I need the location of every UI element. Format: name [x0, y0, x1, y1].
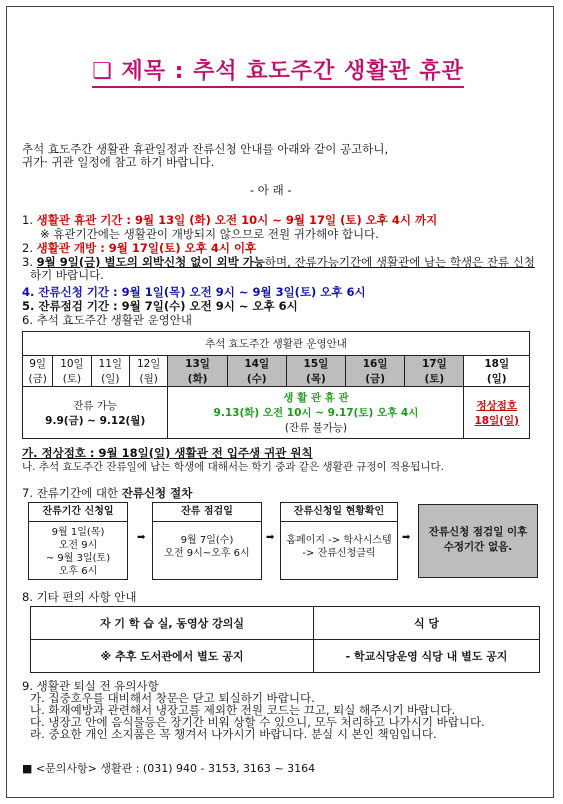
- item-3: 3. 9월 9일(금) 별도의 외박신청 없이 외박 가능하며, 잔류가능기간에 생활관에 남는 학생은 잔류 신청: [22, 255, 535, 269]
- calendar-day-weekday: (금): [28, 373, 47, 385]
- calendar-day-weekday: (월): [139, 373, 158, 385]
- item-3-cont: 하기 바랍니다.: [30, 268, 104, 282]
- calendar-day-weekday: (토): [62, 373, 82, 385]
- calendar-day-cell: [464, 356, 530, 387]
- calendar-day-date: 16일: [362, 358, 388, 370]
- flow-step-check: 잔류 점검일 9월 7일(수) 오전 9시~오후 6시: [152, 502, 262, 580]
- cafeteria-header: 식 당: [314, 607, 540, 640]
- item-2: 2. 생활관 개방 : 9월 17일(토) 오후 4시 이후: [22, 241, 257, 255]
- flow-arrow-icon: ➡: [137, 532, 146, 543]
- flow-step-apply: 잔류기간 신청일 9월 1일(목) 오전 9시 ~ 9월 3일(토) 오후 6시: [28, 502, 128, 580]
- item-6: 6. 추석 효도주간 생활관 운영안내: [22, 313, 193, 327]
- calendar-day-date: 9일: [29, 358, 47, 370]
- calendar-day-date: 11일: [98, 358, 123, 370]
- item-1-note: ※ 휴관기간에는 생활관이 개방되지 않으므로 전원 귀가해야 합니다.: [40, 227, 379, 241]
- roll-call-cell: 정상점호 18일(일): [464, 387, 530, 439]
- calendar-day-cell: [53, 356, 91, 387]
- calendar-day-cell: [168, 356, 227, 387]
- caution-da: 다. 냉장고 안에 음식물등은 장기간 비워 상할 수 있으니, 모두 처리하고 나가시기 바랍니다.: [30, 715, 485, 729]
- section-8-heading: 8. 기타 편의 사항 안내: [22, 590, 137, 604]
- page-title: ❏ 제목 : 추석 효도주간 생활관 휴관: [58, 52, 498, 92]
- flow-step-no-edit: 잔류신청 점검일 이후 수정기간 없음.: [418, 504, 538, 578]
- section-9-heading: 9. 생활관 퇴실 전 유의사항: [22, 679, 159, 693]
- calendar-day-cell: [286, 356, 345, 387]
- calendar-day-cell: [227, 356, 286, 387]
- section-7-heading: 7. 잔류기간에 대한 잔류신청 절차: [22, 486, 193, 500]
- item-4: 4. 잔류신청 기간 : 9월 1일(목) 오전 9시 ~ 9월 3일(토) 오후 6시: [22, 285, 366, 299]
- square-bullet-icon: ■: [22, 762, 33, 775]
- title-marker-icon: ❏: [92, 59, 113, 84]
- flow-arrow-icon: ➡: [402, 532, 411, 543]
- ara-heading: - 아 래 -: [250, 183, 292, 197]
- intro-line-2: 귀가· 귀관 일정에 참고 하기 바랍니다.: [22, 155, 215, 169]
- calendar-day-date: 10일: [60, 358, 84, 370]
- note-na: 나. 추석 효도주간 잔류일에 남는 학생에 대해서는 학기 중과 같은 생활관 규정이 적용됩니다.: [22, 461, 445, 473]
- flow-arrow-icon: ➡: [266, 532, 275, 543]
- calendar-day-weekday: (토): [424, 373, 445, 385]
- calendar-day-cell: [129, 356, 167, 387]
- caution-ra: 라. 중요한 개인 소지품은 꼭 챙겨서 나가시기 바랍니다. 분실 시 본인 책임입니다.: [30, 727, 437, 741]
- calendar-day-weekday: (일): [101, 373, 120, 385]
- operation-calendar-table: [22, 331, 530, 439]
- calendar-day-weekday: (화): [187, 373, 208, 385]
- calendar-day-date: 15일: [303, 358, 329, 370]
- contact-info: ■ <문의사항> 생활관 : (031) 940 - 3153, 3163 ~ 3164: [22, 762, 316, 775]
- intro-line-1: 추석 효도주간 생활관 휴관일정과 잔류신청 안내를 아래와 같이 공고하니,: [22, 142, 389, 156]
- calendar-day-date: 13일: [185, 358, 210, 370]
- study-room-header: 자 기 학 습 실, 동영상 강의실: [31, 607, 314, 640]
- calendar-day-weekday: (목): [306, 373, 326, 385]
- study-room-info: ※ 추후 도서관에서 별도 공지: [31, 640, 314, 673]
- calendar-day-date: 18일: [484, 358, 510, 370]
- calendar-day-date: 17일: [421, 358, 447, 370]
- stay-cell: 잔류 가능 9.9(금) ~ 9.12(월): [23, 387, 168, 439]
- calendar-day-cell: [346, 356, 405, 387]
- calendar-header: 추석 효도주간 생활관 운영안내: [23, 332, 530, 356]
- closed-cell: 생 활 관 휴 관 9.13(화) 오전 10시 ~ 9.17(토) 오후 4시 (잔류 불가능): [168, 387, 464, 439]
- facilities-table: [30, 606, 540, 673]
- flow-step-status: 잔류신청일 현황확인 홈페이지 -> 학사시스템 -> 잔류신청클릭: [280, 502, 398, 580]
- item-1: 1. 생활관 휴관 기간 : 9월 13일 (화) 오전 10시 ~ 9월 17일 (토) 오후 4시 까지: [22, 213, 438, 227]
- caution-ga: 가. 집중호우를 대비해서 창문은 닫고 퇴실하기 바랍니다.: [30, 691, 315, 705]
- cafeteria-info: - 학교식당운영 식당 내 별도 공지: [314, 640, 540, 673]
- calendar-day-weekday: (일): [486, 373, 507, 385]
- caution-na: 나. 화재예방과 관련해서 냉장고를 제외한 전원 코드는 끄고, 퇴실 해주시기 바랍니다.: [30, 703, 456, 717]
- item-5: 5. 잔류점검 기간 : 9월 7일(수) 오전 9시 ~ 오후 6시: [22, 299, 298, 313]
- calendar-day-cell: [405, 356, 464, 387]
- calendar-day-weekday: (금): [365, 373, 385, 385]
- note-ga: 가. 정상점호 : 9월 18일(일) 생활관 전 입주생 귀관 원칙: [22, 446, 313, 460]
- calendar-day-cell: [91, 356, 129, 387]
- calendar-day-weekday: (수): [246, 373, 267, 385]
- calendar-day-cell: [23, 356, 53, 387]
- calendar-day-date: 12일: [136, 358, 161, 370]
- calendar-day-date: 14일: [244, 358, 270, 370]
